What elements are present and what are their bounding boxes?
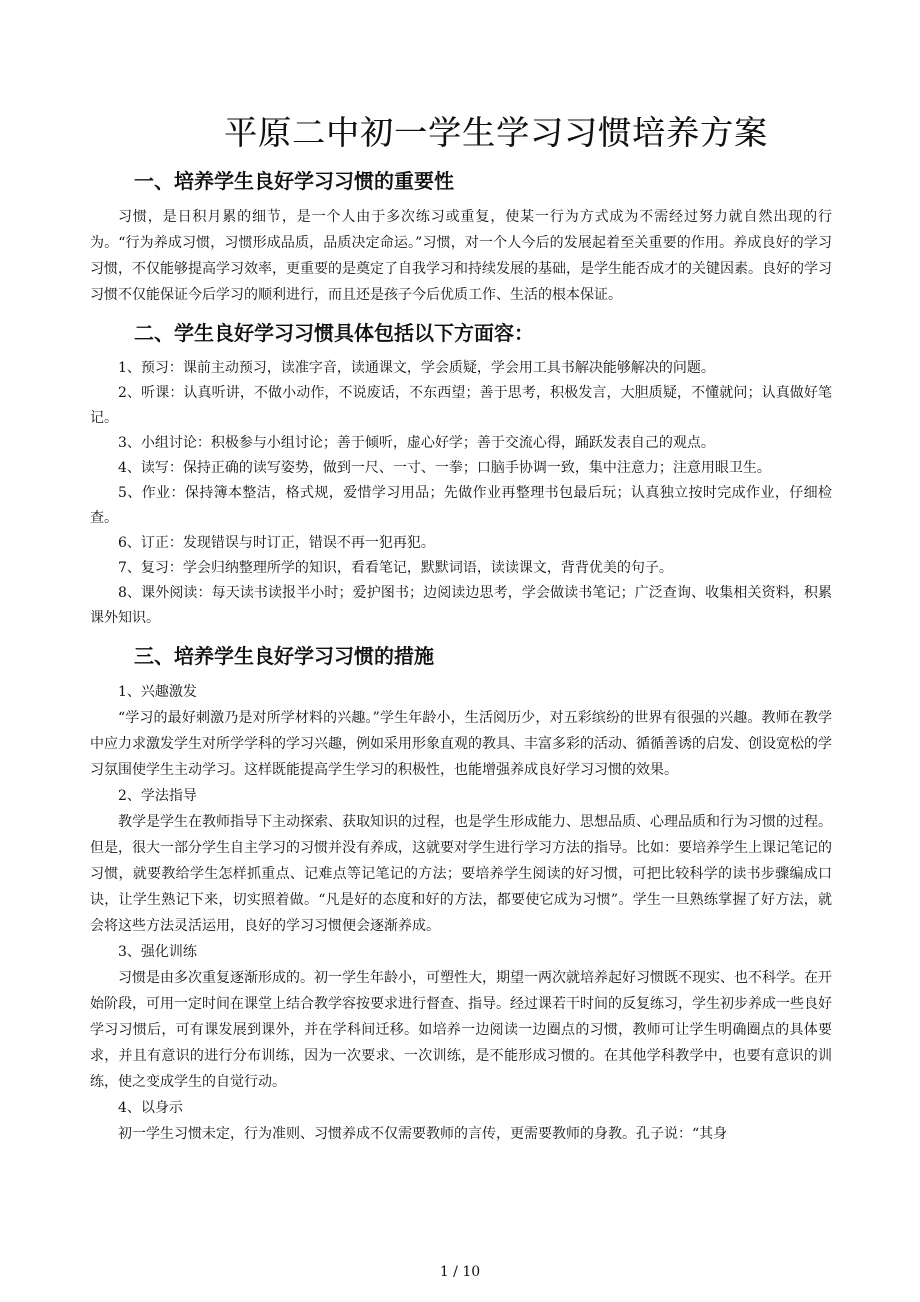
list-item-listening: 2、听课：认真听讲，不做小动作，不说废话，不东西望；善于思考，积极发言，大胆质疑，不懂就问；认真做好笔记。 xyxy=(90,385,832,426)
subsection-label-interest: 1、兴趣激发 xyxy=(118,684,197,700)
document-title: 平原二中初一学生学习习惯培养方案 xyxy=(224,113,768,152)
list-item-reading-writing: 4、读写：保持正确的读写姿势，做到一尺、一寸、一拳；口脑手协调一致，集中注意力；注意用眼卫生。 xyxy=(118,460,771,476)
subsection-text-training: 习惯是由多次重复逐渐形成的。初一学生年龄小，可塑性大，期望一两次就培养起好习惯既不现实、也不科学。在开始阶段，可用一定时间在课堂上结合教学容按要求进行督查、指导。经过课若干时间的反复练习，学生初步养成一些良好学习习惯后，可有课发展到课外，并在学科间迁移。如培养一边阅读一边圈点的习惯，教师可让学生明确圈点的具体要求，并且有意识的进行分布训练，因为一次要求、一次训练，是不能形成习惯的。在其他学科教学中，也要有意识的训练，使之变成学生的自觉行动。 xyxy=(90,970,832,1090)
subsection-label-example: 4、以身示 xyxy=(118,1100,183,1116)
list-item-extracurricular-reading: 8、课外阅读：每天读书读报半小时；爱护图书；边阅读边思考，学会做读书笔记；广泛查询、收集相关资料，积累课外知识。 xyxy=(90,585,832,626)
section-heading-measures: 三、培养学生良好学习习惯的措施 xyxy=(134,644,434,668)
section-heading-habits-list: 二、学生良好学习习惯具体包括以下方面容： xyxy=(134,321,534,345)
subsection-text-interest: “学习的最好刺激乃是对所学材料的兴趣。”学生年龄小，生活阅历少，对五彩缤纷的世界有很强的兴趣。教师在教学中应力求激发学生对所学学科的学习兴趣，例如采用形象直观的教具、丰富多彩的活动、循循善诱的启发、创设宽松的学习氛围使学生主动学习。这样既能提高学生学习的积极性，也能增强养成良好学习习惯的效果。 xyxy=(90,710,832,778)
list-item-preview: 1、预习：课前主动预习，读准字音，读通课文，学会质疑，学会用工具书解决能够解决的问题。 xyxy=(118,360,715,376)
subsection-label-method: 2、学法指导 xyxy=(118,788,197,804)
paragraph-importance: 习惯，是日积月累的细节，是一个人由于多次练习或重复，使某一行为方式成为不需经过努力就自然出现的行为。“行为养成习惯，习惯形成品质，品质决定命运。”习惯，对一个人今后的发展起着至关重要的作用。养成良好的学习习惯，不仅能够提高学习效率，更重要的是奠定了自我学习和持续发展的基础，是学生能否成才的关键因素。良好的学习习惯不仅能保证今后学习的顺利进行，而且还是孩子今后优质工作、生活的根本保证。 xyxy=(90,209,832,303)
subsection-text-example: 初一学生习惯未定，行为准则、习惯养成不仅需要教师的言传，更需要教师的身教。孔子说：“其身 xyxy=(118,1126,728,1142)
list-item-group-discussion: 3、小组讨论：积极参与小组讨论；善于倾听，虚心好学；善于交流心得，踊跃发表自己的观点。 xyxy=(118,435,715,451)
list-item-review: 7、复习：学会归纳整理所学的知识，看看笔记，默默词语，读读课文，背背优美的句子。 xyxy=(118,560,673,576)
list-item-homework: 5、作业：保持簿本整洁，格式规，爱惜学习用品；先做作业再整理书包最后玩；认真独立按时完成作业，仔细检查。 xyxy=(90,485,832,526)
document-page xyxy=(90,110,832,1147)
list-item-correction: 6、订正：发现错误与时订正，错误不再一犯再犯。 xyxy=(118,535,435,551)
subsection-label-training: 3、强化训练 xyxy=(118,944,197,960)
page-number: 1 / 10 xyxy=(439,1264,481,1280)
subsection-text-method: 教学是学生在教师指导下主动探索、获取知识的过程，也是学生形成能力、思想品质、心理品质和行为习惯的过程。但是，很大一部分学生自主学习的习惯并没有养成，这就要对学生进行学习方法的指导。比如：要培养学生上课记笔记的习惯，就要教给学生怎样抓重点、记难点等记笔记的方法；要培养学生阅读的好习惯，可把比较科学的读书步骤编成口诀，让学生熟记下来，切实照着做。“凡是好的态度和好的方法，都要使它成为习惯”。学生一旦熟练掌握了好方法，就会将这些方法灵活运用，良好的学习习惯便会逐渐养成。 xyxy=(90,814,832,934)
section-heading-importance: 一、培养学生良好学习习惯的重要性 xyxy=(134,169,454,193)
